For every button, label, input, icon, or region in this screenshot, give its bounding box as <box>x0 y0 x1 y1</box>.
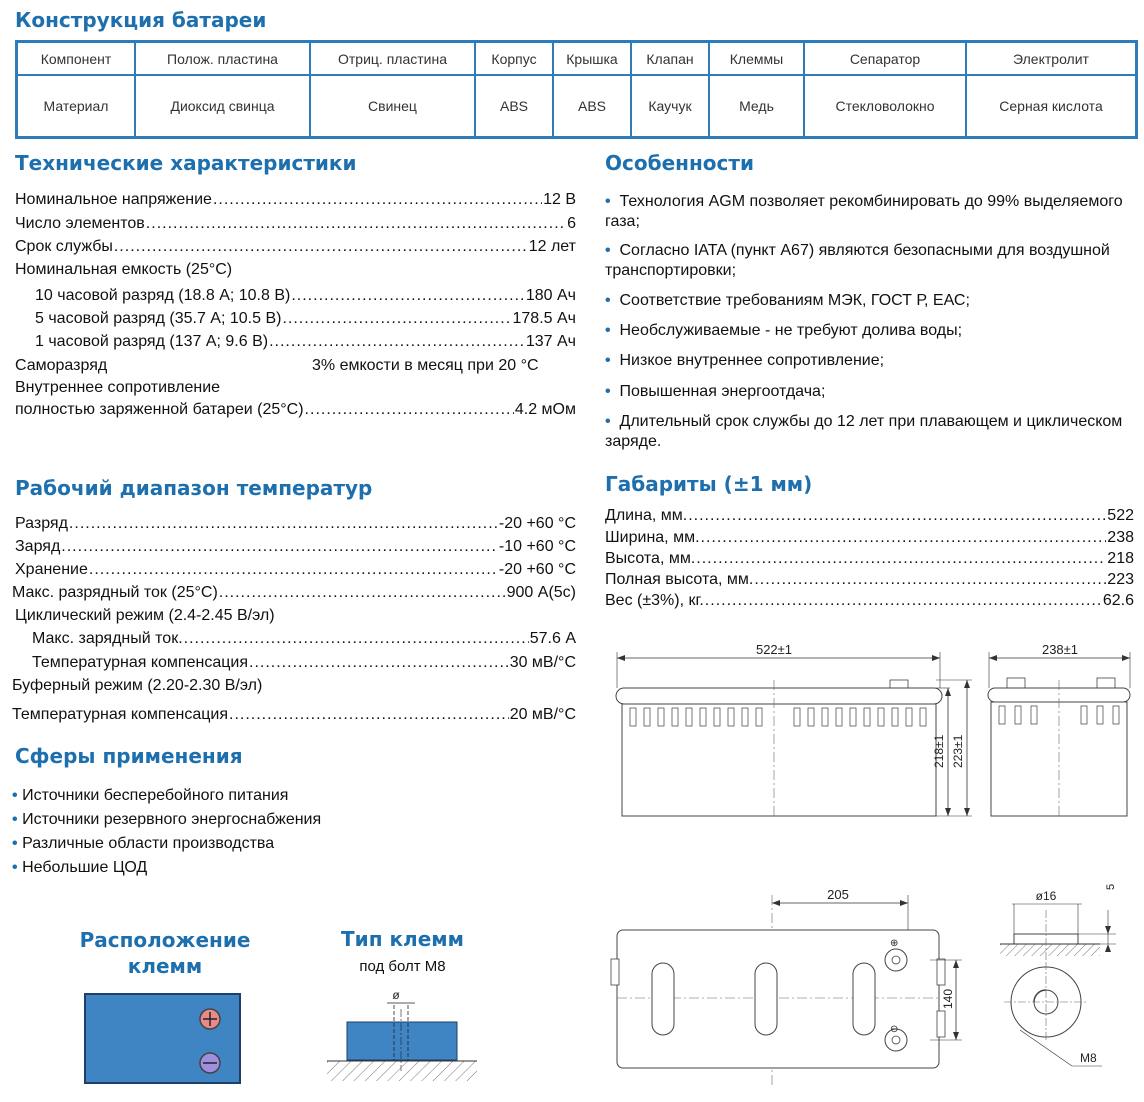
selfdischarge-label: Саморазряд <box>15 357 108 374</box>
buffer-title: Буферный режим (2.20-2.30 В/эл) <box>12 677 263 694</box>
temp-charge: Заряд ..... -10 +60 °С <box>15 538 576 556</box>
spec-life: Срок службы ..... 12 лет <box>15 238 576 256</box>
selfdischarge-value: 3% емкости в месяц при 20 °С <box>312 357 539 374</box>
table-cell: ABS <box>553 75 631 138</box>
tech-heading: Технические характеристики <box>15 151 357 175</box>
spec-voltage: Номинальное напряжение ..... 12 В <box>15 191 576 209</box>
length-dimension-label: 522±1 <box>755 642 793 657</box>
handle-slot <box>652 963 674 1035</box>
table-cell: ABS <box>475 75 553 138</box>
temp-storage: Хранение ..... -20 +60 °С <box>15 561 576 579</box>
dim-full-height: Полная высота, мм. ..... 223 <box>605 571 1134 589</box>
dims-heading: Габариты (±1 мм) <box>605 472 813 496</box>
height-218-label: 218±1 <box>932 734 946 768</box>
table-cell: Серная кислота <box>966 75 1137 138</box>
capacity-title: Номинальная емкость (25°С) <box>15 261 233 278</box>
app-item: • Источники резервного энергоснабжения <box>12 811 322 828</box>
table-cell: Корпус <box>475 42 553 76</box>
temp-discharge: Разряд ..... -20 +60 °С <box>15 515 576 533</box>
height-223-label: 223±1 <box>951 734 965 768</box>
handle-slot <box>755 963 777 1035</box>
app-item: • Различные области производства <box>12 835 275 852</box>
feature-item: • Длительный срок службы до 12 лет при плавающем и циклическом заряде. <box>605 413 1123 450</box>
components-table <box>15 40 1138 139</box>
table-cell: Компонент <box>17 42 136 76</box>
dim-length: Длина, мм. ..... 522 <box>605 507 1134 525</box>
table-cell: Медь <box>709 75 804 138</box>
table-row <box>17 75 1137 138</box>
spec-c1: 1 часовой разряд (137 А; 9.6 В) ..... 137 Ач <box>35 333 576 351</box>
terminal-layout-heading: Расположение клемм <box>79 928 251 978</box>
feature-item: • Согласно IATA (пункт А67) являются безопасными для воздушной транспортировки; <box>605 242 1110 279</box>
feature-item: • Необслуживаемые - не требуют долива воды; <box>605 322 963 339</box>
features-heading: Особенности <box>605 151 754 175</box>
feature-item: • Низкое внутреннее сопротивление; <box>605 352 885 369</box>
apps-heading: Сферы применения <box>15 744 243 768</box>
table-row <box>17 42 1137 76</box>
feature-item: • Повышенная энергоотдача; <box>605 383 826 400</box>
side-view-drawing <box>600 640 990 822</box>
resist-title: Внутреннее сопротивление <box>15 379 221 396</box>
table-cell: Отриц. пластина <box>310 42 475 76</box>
terminal-diameter-label: ø16 <box>1035 889 1057 903</box>
feature-item: • Соответствие требованиям МЭК, ГОСТ Р, ЕАС; <box>605 292 970 309</box>
terminal-height-label: 5 <box>1105 883 1117 890</box>
svg-text:⊕: ⊕ <box>890 938 899 949</box>
spec-resist: полностью заряженной батареи (25°С) ..... 4.2 мОм <box>15 401 576 419</box>
table-cell: Свинец <box>310 75 475 138</box>
spec-cells: Число элементов ..... 6 <box>15 215 576 233</box>
table-cell: Диоксид свинца <box>135 75 310 138</box>
terminal-spacing-label: 205 <box>827 887 849 902</box>
dim-weight: Вес (±3%), кг. ..... 62.6 <box>605 592 1134 610</box>
temp-heading: Рабочий диапазон температур <box>15 476 373 500</box>
table-cell: Крышка <box>553 42 631 76</box>
temp-comp-cyclic: Температурная компенсация ..... 30 мВ/°С <box>32 654 576 672</box>
app-item: • Небольшие ЦОД <box>12 859 148 876</box>
svg-text:⊖: ⊖ <box>890 1024 899 1035</box>
top-view-drawing <box>600 885 980 1090</box>
width-dimension-label: 238±1 <box>1041 642 1079 657</box>
terminal-vertical-spacing-label: 140 <box>941 988 955 1009</box>
table-cell: Материал <box>17 75 136 138</box>
table-cell: Электролит <box>966 42 1137 76</box>
handle-slot <box>853 963 875 1035</box>
terminal-type-sub: под болт М8 <box>359 958 446 975</box>
terminal-detail-drawing <box>990 870 1142 1095</box>
table-cell: Клеммы <box>709 42 804 76</box>
terminal-layout-diagram <box>84 993 244 1088</box>
feature-item: • Технология AGM позволяет рекомбинировать до 99% выделяемого газа; <box>605 193 1123 230</box>
end-view-drawing <box>985 640 1135 822</box>
app-item: • Источники бесперебойного питания <box>12 787 289 804</box>
construction-heading: Конструкция батареи <box>15 8 267 32</box>
table-cell: Сепаратор <box>804 42 966 76</box>
spec-c5: 5 часовой разряд (35.7 А; 10.5 В) ..... 178.5 Ач <box>35 310 576 328</box>
cyclic-title: Циклический режим (2.4-2.45 В/эл) <box>15 607 275 624</box>
temp-comp-buffer: Температурная компенсация ..... 20 мВ/°С <box>12 706 576 724</box>
dim-width: Ширина, мм. ..... 238 <box>605 529 1134 547</box>
diameter-label: ø <box>392 988 400 1002</box>
bolt-size-label: M8 <box>1080 1051 1097 1065</box>
table-cell: Клапан <box>631 42 709 76</box>
table-cell: Стекловолокно <box>804 75 966 138</box>
terminal-type-diagram <box>325 985 480 1083</box>
temp-max-charge: Макс. зарядный ток. ..... 57.6 А <box>32 630 576 648</box>
spec-c10: 10 часовой разряд (18.8 А; 10.8 В) ..... 180 Ач <box>35 287 576 305</box>
temp-max-current: Макс. разрядный ток (25°С) ..... 900 А(5с) <box>12 584 576 602</box>
table-cell: Полож. пластина <box>135 42 310 76</box>
dim-height: Высота, мм. ..... 218 <box>605 550 1134 568</box>
table-cell: Каучук <box>631 75 709 138</box>
terminal-type-heading: Тип клемм <box>341 927 464 951</box>
